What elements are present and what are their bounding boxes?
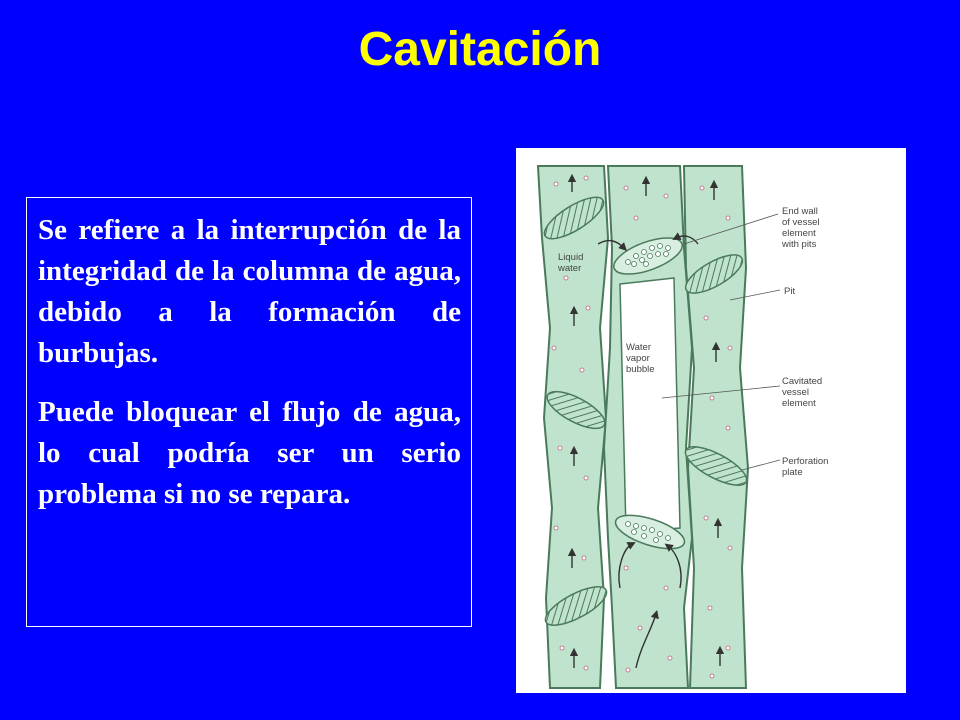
slide-title: Cavitación — [358, 23, 602, 76]
xylem-vessel-diagram — [516, 148, 906, 693]
text-box — [26, 197, 472, 627]
label-pit: Pit — [784, 286, 796, 297]
label-liquid-water: Liquid water — [558, 252, 584, 274]
label-cavitated-vessel: Cavitated vessel element — [782, 376, 823, 409]
vessel-right — [684, 166, 748, 688]
paragraph-consequence: Puede bloquear el flujo de agua, lo cual podría ser un serio problema si no se repara. — [38, 396, 461, 510]
label-end-wall: End wall of vessel element with pits — [782, 206, 820, 250]
label-water-vapor-bubble: Water vapor bubble — [626, 342, 655, 375]
label-perforation-plate: Perforation plate — [782, 456, 829, 478]
cavitation-figure — [516, 148, 906, 693]
water-vapor-bubble — [620, 278, 680, 532]
paragraph-definition: Se refiere a la interrupción de la integridad de la columna de agua, debido a la formación de burbujas. — [38, 214, 461, 369]
